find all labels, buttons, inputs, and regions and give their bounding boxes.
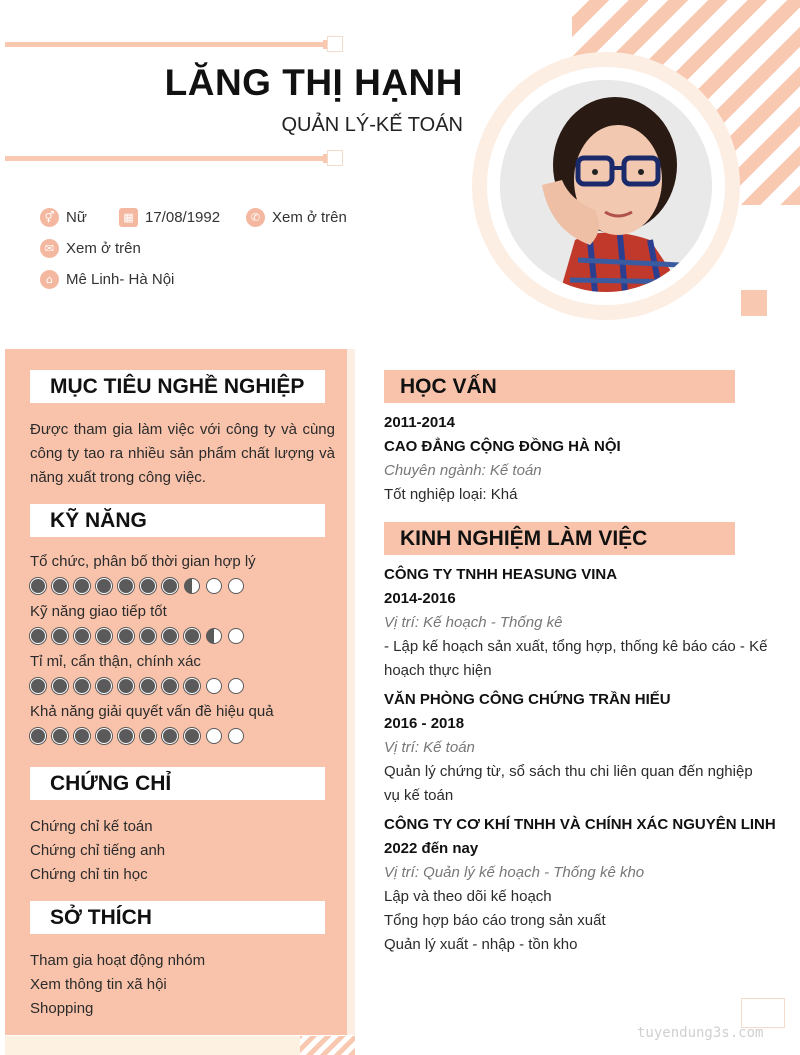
skill-rating-dot (206, 628, 222, 644)
contact-phone (246, 208, 347, 227)
avatar (500, 80, 712, 292)
calendar-icon: ▦ (119, 208, 138, 227)
job-description: Lập và theo dõi kế hoạch (384, 888, 552, 905)
job-description: Quản lý chứng từ, sổ sách thu chi liên quan đến nghiệp vụ kế toán (384, 763, 753, 804)
skill-rating-dot (74, 578, 90, 594)
skill-rating-dot (118, 628, 134, 644)
contact-email-value: Xem ở trên (66, 240, 141, 257)
job-period: 2014-2016 (384, 590, 456, 607)
education-major: Chuyên ngành: Kế toán (384, 462, 542, 479)
skill-rating-dot (206, 678, 222, 694)
job-description: - Lập kế hoạch sản xuất, tổng hợp, thống kê báo cáo - Kế hoạch thực hiện (384, 638, 768, 679)
skill-rating-dot (96, 728, 112, 744)
skill-rating-dot (52, 678, 68, 694)
skill-rating-dot (30, 628, 46, 644)
skill-rating-dot (118, 678, 134, 694)
skill-rating-dot (74, 728, 90, 744)
certificate-item: Chứng chỉ tin học (30, 866, 148, 883)
hobbies-heading: SỞ THÍCH (30, 901, 325, 934)
skill-rating-dot (140, 678, 156, 694)
skill-rating-dot (96, 628, 112, 644)
skill-rating-dot (30, 728, 46, 744)
job-position: Vị trí: Quản lý kế hoạch - Thống kê kho (384, 864, 645, 881)
skill-rating-dot (30, 678, 46, 694)
contact-birthday-value: 17/08/1992 (145, 209, 221, 226)
job-position: Vị trí: Kế hoạch - Thống kê (384, 614, 563, 631)
skill-rating (30, 578, 244, 594)
skill-rating-dot (140, 728, 156, 744)
job-period: 2016 - 2018 (384, 715, 465, 732)
phone-icon: ✆ (246, 208, 265, 227)
skill-name: Kỹ năng giao tiếp tốt (30, 603, 167, 620)
left-column-edge (347, 349, 355, 1035)
watermark: tuyendung3s.com (637, 1025, 764, 1041)
skill-rating (30, 728, 244, 744)
contact-address-value: Mê Linh- Hà Nội (66, 271, 175, 288)
skill-rating-dot (52, 628, 68, 644)
skill-rating-dot (52, 578, 68, 594)
deco-square (741, 998, 785, 1028)
skill-rating-dot (140, 578, 156, 594)
contact-address (40, 270, 174, 289)
home-icon: ⌂ (40, 270, 59, 289)
contact-gender-value: Nữ (66, 209, 87, 226)
skill-rating-dot (52, 728, 68, 744)
skill-rating (30, 678, 244, 694)
skill-rating-dot (162, 728, 178, 744)
deco-square (327, 36, 343, 52)
skill-rating-dot (96, 578, 112, 594)
contact-email (40, 239, 141, 258)
deco-square (327, 150, 343, 166)
skill-rating-dot (228, 578, 244, 594)
skill-rating-dot (162, 628, 178, 644)
gender-icon: ⚥ (40, 208, 59, 227)
skill-rating-dot (228, 678, 244, 694)
skill-rating-dot (184, 678, 200, 694)
skill-rating-dot (206, 578, 222, 594)
skill-rating-dot (184, 578, 200, 594)
deco-square-filled (741, 290, 767, 316)
objective-heading: MỤC TIÊU NGHỀ NGHIỆP (30, 370, 325, 403)
candidate-name: LĂNG THỊ HẠNH (164, 62, 463, 103)
contact-phone-value: Xem ở trên (272, 209, 347, 226)
skill-rating-dot (228, 728, 244, 744)
header-deco-line-top (5, 42, 327, 47)
hobby-item: Shopping (30, 1000, 94, 1017)
education-grade: Tốt nghiệp loại: Khá (384, 486, 518, 503)
job-company: CÔNG TY CƠ KHÍ TNHH VÀ CHÍNH XÁC NGUYÊN LINH (384, 816, 776, 833)
job-description: Quản lý xuất - nhập - tồn kho (384, 936, 578, 953)
skill-rating-dot (30, 578, 46, 594)
left-column-footer (5, 1036, 300, 1055)
skill-rating-dot (228, 628, 244, 644)
skill-rating-dot (140, 628, 156, 644)
job-period: 2022 đến nay (384, 840, 479, 857)
contact-gender (40, 208, 87, 227)
skill-name: Tỉ mỉ, cẩn thận, chính xác (30, 653, 201, 670)
education-period: 2011-2014 (384, 414, 455, 431)
skills-heading: KỸ NĂNG (30, 504, 325, 537)
certificate-item: Chứng chỉ tiếng anh (30, 842, 166, 859)
certificate-item: Chứng chỉ kế toán (30, 818, 153, 835)
objective-text: Được tham gia làm việc với công ty và cùng công ty tao ra nhiều sản phẩm chất lượng và năng xuất trong công việc. (30, 421, 335, 486)
skill-rating-dot (74, 678, 90, 694)
skill-rating-dot (162, 578, 178, 594)
skill-rating (30, 628, 244, 644)
contact-birthday (119, 208, 220, 227)
avatar-photo (500, 80, 712, 292)
hobby-item: Xem thông tin xã hội (30, 976, 167, 993)
job-description: Tổng hợp báo cáo trong sản xuất (384, 912, 606, 929)
experience-heading: KINH NGHIỆM LÀM VIỆC (384, 522, 735, 555)
skill-name: Khả năng giải quyết vấn đề hiệu quả (30, 703, 274, 720)
header-deco-line-bottom (5, 156, 327, 161)
job-position: Vị trí: Kế toán (384, 739, 475, 756)
footer-stripes (300, 1036, 355, 1055)
skill-rating-dot (206, 728, 222, 744)
job-company: CÔNG TY TNHH HEASUNG VINA (384, 566, 618, 583)
job-company: VĂN PHÒNG CÔNG CHỨNG TRẦN HIẾU (384, 691, 671, 708)
skill-rating-dot (118, 578, 134, 594)
skill-rating-dot (118, 728, 134, 744)
skill-rating-dot (74, 628, 90, 644)
candidate-title: QUẢN LÝ-KẾ TOÁN (281, 114, 463, 136)
hobby-item: Tham gia hoạt động nhóm (30, 952, 206, 969)
skill-rating-dot (184, 628, 200, 644)
education-heading: HỌC VẤN (384, 370, 735, 403)
skill-rating-dot (184, 728, 200, 744)
skill-name: Tổ chức, phân bố thời gian hợp lý (30, 553, 256, 570)
skill-rating-dot (162, 678, 178, 694)
certificates-heading: CHỨNG CHỈ (30, 767, 325, 800)
email-icon: ✉ (40, 239, 59, 258)
education-school: CAO ĐẲNG CỘNG ĐỒNG HÀ NỘI (384, 438, 621, 455)
skill-rating-dot (96, 678, 112, 694)
